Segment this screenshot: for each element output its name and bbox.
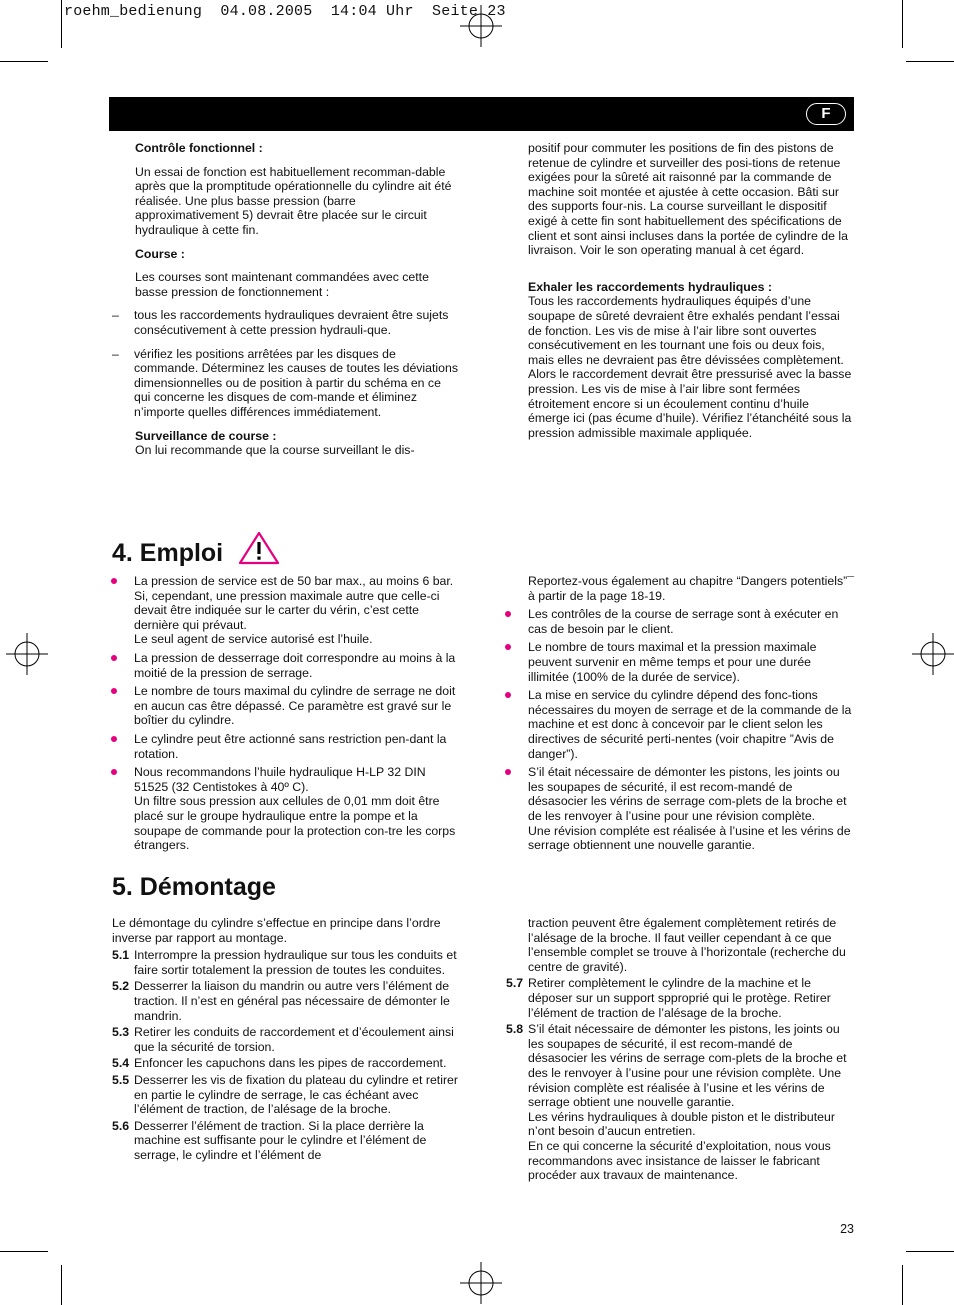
warning-triangle-icon [238,531,280,565]
page-number: 23 [840,1222,854,1236]
dash-item: – vérifiez les positions arrêtées par les disques de commande. Déterminez les causes de toutes les déviations dimensionnelles ou de position à partir du schéma en ce qui concerne les disques de com-mande et éliminez n’importe quelles différences immédiatement. [112,347,460,420]
section-heading-demontage: 5. Démontage [112,873,276,901]
numbered-step [112,1025,460,1054]
paragraph: Reportez-vous également au chapitre “Dangers potentiels”¯ à partir de la page 18-19. [528,574,854,603]
step-number: 5.2 [112,979,130,994]
step-number: 5.8 [506,1022,524,1037]
bullet-item: Le nombre de tours maximal et la pression maximale peuvent survenir en même temps et pour une durée illimitée (100% de la durée de service). [504,640,854,684]
crop-mark [0,61,48,62]
top-left-column [112,141,460,458]
bullet-item: La pression de desserrage doit correspondre au moins à la moitié de la pression de serrage. [110,651,460,680]
registration-mark-icon [460,5,502,47]
bullet-item: S’il était nécessaire de démonter les pistons, les joints ou les soupapes de sécurité, il est recom-mandé de désasocier les vérins de serrage com-plets de la broche et de les renvoyer à l’usine pour une révision complète. Une révision compléte est réalisée à l’usine et les vérins de serrage obtiennent une nouvelle garantie. [504,765,854,853]
bullet-item: Le nombre de tours maximal du cylindre de serrage ne doit en aucun cas être dépassé. Ce paramètre est gravé sur le boîtier du cylindre. [110,684,460,728]
paragraph: positif pour commuter les positions de fin des pistons de retenue de cylindre et surveiller des posi-tions de retenue exigées pour la sûreté ait raisonné par la commande de machine soit montée et ajustée à cette occasion. Bâti sur des supports four-nis. La course surveillant le dispositif exigé à cette fin sont habituellement des spécifications de client et sont ainsi incluses dans la portée de cylindre de la livraison. Voir le son operating manual à cet égard. [528,141,848,258]
bullet-item: Nous recommandons l’huile hydraulique H‑LP 32 DIN 51525 (32 Centistokes à 40º C). Un filtre sous pression aux cellules de 0,01 mm doit être placé sur le groupe hydraulique entre la pompe et la soupape de commande pour la protection con-tre les corps étrangers. [110,765,460,853]
numbered-step [112,1119,460,1163]
header-bar [109,97,854,131]
bullet-item: Le cylindre peut être actionné sans restriction pen-dant la rotation. [110,732,460,761]
step-number: 5.7 [506,976,524,991]
emploi-left-column [110,574,460,857]
print-slug: roehm_bedienung 04.08.2005 14:04 Uhr Seite 23 [64,3,506,20]
bullet-item: La pression de service est de 50 bar max., au moins 6 bar. Si, cependant, une pression maximale autre que celle-ci devait être indiquée sur le carter du vérin, c’est cette dernière qui prévaut. Le seul agent de service autorisé est l’huile. [110,574,460,647]
step-text: Desserrer l’élément de traction. Si la place derrière la machine est suffisante pour le cylindre et l’élément de serrage, le cylindre et l’élément de [134,1118,427,1162]
numbered-step [506,976,854,1020]
registration-mark-icon [6,633,48,675]
paragraph: Les courses sont maintenant commandées avec cette basse pression de fonctionnement : [135,270,429,299]
step-number: 5.3 [112,1025,130,1040]
paragraph: On lui recommande que la course surveillant le dis- [135,443,415,458]
step-number: 5.5 [112,1072,130,1087]
paragraph: Un essai de fonction est habituellement recomman-dable après que la promptitude opérationnelle du cylindre ait été réalisée. Une plus basse pression (barre approximativement 5) devrait être placée sur le circuit hydraulique à cette fin. [135,164,452,237]
step-number: 5.6 [112,1118,130,1133]
numbered-step [112,948,460,977]
crop-mark [0,1251,48,1252]
step-text: Enfoncer les capuchons dans les pipes de raccordement. [134,1056,447,1071]
demontage-left-column [112,916,460,1165]
language-badge: F [806,103,846,125]
numbered-step [112,1056,460,1071]
emploi-right-column [504,574,854,857]
registration-mark-icon [460,1262,502,1304]
step-text: Interrompre la pression hydraulique sur tous les conduits et faire sortir totalement la pression de toutes les conduites. [134,948,457,977]
paragraph: Tous les raccordements hydrauliques équipés d’une soupape de sûreté devraient être exhalés pendant l’essai de fonction. Les vis de mise à l’air libre sont ouvertes consécutivement en les tournant une fois ou deux fois, mais elles ne devraient pas être dévissées complètement. Alors le raccordement devrait être pressurisé avec la basse pression. Les vis de mise à l’air libre sont fermées étroitement encore si un écoulement continu d’huile émerge ici (pas écume d’huile). Vérifiez l’étanchéité sous la pression admissible maximale appliquée. [528,294,852,440]
heading-exhaler: Exhaler les raccordements hydrauliques : [528,279,772,294]
numbered-step [112,1073,460,1117]
numbered-step [112,979,460,1023]
numbered-step [506,1022,854,1183]
crop-mark [61,0,62,48]
registration-mark-icon [912,633,954,675]
crop-mark [902,1265,903,1305]
demontage-right-column [506,916,854,1185]
step-text: S’il était nécessaire de démonter les pistons, les joints ou les soupapes de sécurité, il est recom-mandé de désasocier les vérins de serrage com-plets de la broche et des le renvoyer à l’usine pour une révision complète. Une révision complète est réalisée à l’usine et les vérins de serrage obtient une nouvelle garantie. Les vérins hydrauliques à double piston et le distributeur n’ont besoin d’aucun entretien. En ce qui concerne la sécurité d’exploitation, nous vous recommandons avec insistance de laisser le fabricant procéder aux travaux de maintenance. [528,1022,847,1183]
heading-course: Course : [135,246,185,261]
bullet-item: La mise en service du cylindre dépend des fonc-tions nécessaires du moyen de serrage et de la commande de la machine et est donc à concevoir par le client selon les directives de sécurité perti-nentes (voir chapitre ”Avis de danger”). [504,688,854,761]
bullet-item: Les contrôles de la course de serrage sont à exécuter en cas de besoin par le client. [504,607,854,636]
step-number: 5.4 [112,1056,130,1071]
dash-item: – tous les raccordements hydrauliques devraient être sujets consécutivement à cette pression hydrauli-que. [112,308,460,337]
crop-mark [906,1251,954,1252]
step-text: Desserrer la liaison du mandrin ou autre vers l’élément de traction. Il n’est en général pas nécessaire de démonter le mandrin. [134,979,450,1023]
step-text: Retirer les conduits de raccordement et d’écoulement ainsi que la sécurité de torsion. [134,1025,454,1054]
step-number: 5.1 [112,948,130,963]
crop-mark [61,1265,62,1305]
crop-mark [902,0,903,48]
section-heading-emploi: 4. Emploi [112,539,224,567]
step-text: Desserrer les vis de fixation du plateau du cylindre et retirer en partie le cylindre de serrage, le cas échéant avec l’élément de traction, de l’alésage de la broche. [134,1072,458,1117]
heading-surveillance: Surveillance de course : [135,428,277,443]
heading-controle: Contrôle fonctionnel : [135,141,263,155]
crop-mark [906,61,954,62]
paragraph: Le démontage du cylindre s’effectue en principe dans l’ordre inverse par rapport au montage. [112,916,441,945]
step-text: Retirer complètement le cylindre de la machine et le déposer sur un support spproprié qui le protège. Retirer l’élément de traction de l’alésage de la broche. [528,976,831,1020]
paragraph: traction peuvent être également complètement retirés de l’alésage de la broche. Il faut veiller cependant à ce que l’ensemble complet se trouve à l’horizontale (recherche du centre de gravité). [528,916,846,974]
top-right-column [528,141,854,440]
